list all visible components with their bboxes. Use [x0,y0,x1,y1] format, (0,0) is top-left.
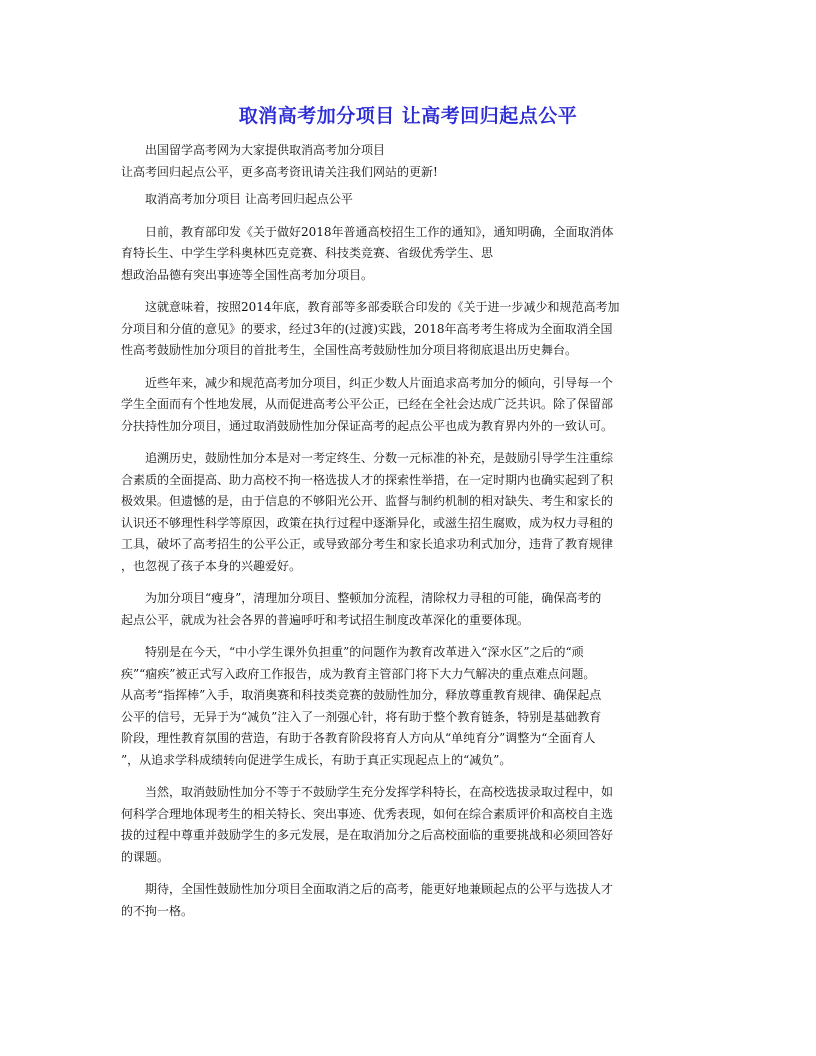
paragraph [121,879,701,922]
paragraph [121,642,701,771]
paragraph [121,782,701,868]
paragraph-line: 追溯历史，鼓励性加分本是对一考定终生、分数一元标准的补充，是鼓励引导学生注重综 [145,451,614,465]
paragraph-line: ”，从追求学科成绩转向促进学生成长，有助于真正实现起点上的“减负”。 [121,752,512,767]
paragraph [121,448,701,577]
paragraph-line: 何科学合理地体现考生的相关特长、突出事迹、优秀表现，如何在综合素质评价和高校自主选 [121,806,614,821]
paragraph [121,297,701,362]
paragraph-line: 特别是在今天，“中小学生课外负担重”的问题作为教育改革进入“深水区”之后的“顽 [145,645,584,659]
paragraph-line: 认识还不够理性科学等原因，政策在执行过程中逐渐异化，或滋生招生腐败，成为权力寻租的 [121,515,614,530]
paragraph-line: 拔的过程中尊重并鼓励学生的多元发展，是在取消加分之后高校面临的重要挑战和必须回答好 [121,828,614,842]
paragraph-line: 性高考鼓励性加分项目的首批考生，全国性高考鼓励性加分项目将彻底退出历史舞台。 [121,343,578,357]
paragraph-line: 起点公平，就成为社会各界的普遍呼吁和考试招生制度改革深化的重要体现。 [121,612,530,627]
paragraph-line: 合素质的全面提高、助力高校不拘一格选拔人才的探索性举措，在一定时期内也确实起到了积 [121,472,614,487]
intro-line: 出国留学高考网为大家提供取消高考加分项目 [145,143,386,157]
paragraph-line: 为加分项目“瘦身”，清理加分项目、整顿加分流程，清除权力寻租的可能，确保高考的 [145,591,602,605]
paragraph-line: 期待，全国性鼓励性加分项目全面取消之后的高考，能更好地兼顾起点的公平与选拔人才 [145,882,614,896]
paragraph-line: 从高考“指挥棒”入手，取消奥赛和科技类竞赛的鼓励性加分，释放尊重教育规律、确保起点 [121,688,602,702]
paragraph-line: 学生全面而有个性地发展，从而促进高考公平公正，已经在全社会达成广泛共识。除了保留部 [121,397,614,411]
paragraph-line: 疾”“痼疾”被正式写入政府工作报告，成为教育主管部门将下大力气解决的重点难点问题。 [121,666,596,681]
paragraph-line: 分扶持性加分项目，通过取消鼓励性加分保证高考的起点公平也成为教育界内外的一致认可。 [121,418,614,433]
subtitle: 取消高考加分项目 让高考回归起点公平 [145,192,353,206]
paragraph-line: 日前，教育部印发《关于做好2018年普通高校招生工作的通知》，通知明确，全面取消体 [145,224,614,239]
paragraph-line: 公平的信号，无异于为“减负”注入了一剂强心针，将有助于整个教育链条，特别是基础教育 [121,709,602,724]
paragraph-line: ，也忽视了孩子本身的兴趣爱好。 [121,558,302,573]
paragraph-line: 阶段，理性教育氛围的营造，有助于各教育阶段将育人方向从“单纯育分”调整为“全面育人 [121,731,596,745]
paragraph-line: 育特长生、中学生学科奥林匹克竞赛、科技类竞赛、省级优秀学生、思 [121,246,494,260]
paragraph [121,373,701,438]
paragraph [121,588,701,631]
paragraph-line: 想政治品德有突出事迹等全国性高考加分项目。 [121,267,374,282]
paragraph-line: 的不拘一格。 [121,903,194,918]
paragraph-line: 分项目和分值的意见》的要求，经过3年的(过渡)实践，2018年高考考生将成为全面取消全国 [121,321,613,336]
paragraph-line: 极效果。但遗憾的是，由于信息的不够阳光公开、监督与制约机制的相对缺失、考生和家长的 [121,494,614,508]
paragraph-list [121,222,701,923]
paragraph-line: 当然，取消鼓励性加分不等于不鼓励学生充分发挥学科特长，在高校选拔录取过程中，如 [145,785,614,799]
paragraph-line: 工具，破坏了高考招生的公平公正，或导致部分考生和家长追求功利式加分，违背了教育规律 [121,537,614,551]
paragraph-line: 这就意味着，按照2014年底，教育部等多部委联合印发的《关于进一步减少和规范高考加 [145,300,620,314]
paragraph-line: 近些年来，减少和规范高考加分项目，纠正少数人片面追求高考加分的倾向，引导每一个 [145,375,614,390]
document-body [121,140,701,922]
paragraph-line: 的课题。 [121,849,170,864]
document-title: 取消高考加分项目 让高考回归起点公平 [238,105,578,127]
paragraph [121,222,701,287]
intro-line: 让高考回归起点公平，更多高考资讯请关注我们网站的更新! [121,164,438,179]
